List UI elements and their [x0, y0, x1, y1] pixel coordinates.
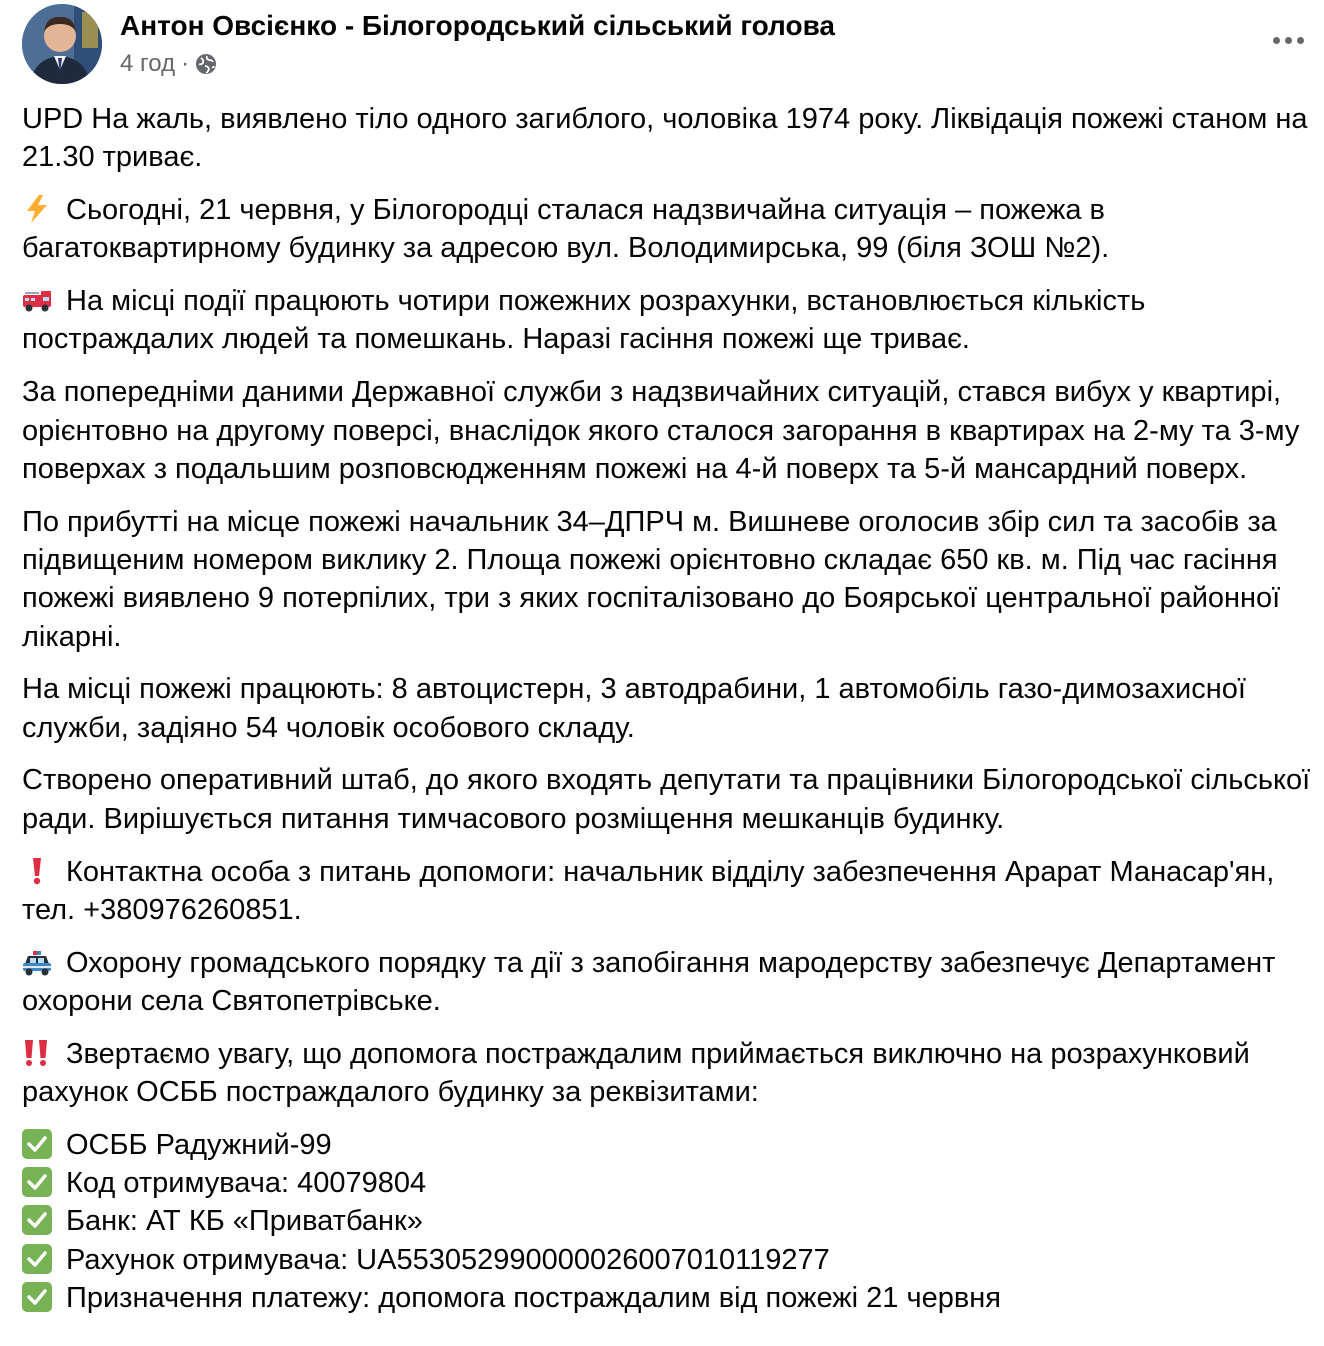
list-item: [22, 1126, 1316, 1164]
paragraph-text: Охорону громадського порядку та дії з запобігання мародерству забезпечує Департамент охорони села Святопетрівське.: [22, 946, 1276, 1017]
lightning-icon: [22, 194, 52, 224]
list-item-text: Код отримувача: 40079804: [66, 1167, 427, 1200]
more-dot: [1285, 37, 1292, 44]
post-paragraph: UPD На жаль, виявлено тіло одного загиблого, чоловіка 1974 року. Ліквідація пожежі станом на 21.30 триває.: [22, 103, 1308, 174]
post-paragraph: За попередніми даними Державної служби з надзвичайних ситуацій, стався вибух у квартирі, орієнтовно на другому поверсі, внаслідок якого сталося загорання в квартирах на 2-му та 3-му поверхах з подальшим розповсюдженням пожежі на 4-й поверх та 5-й мансардний поверх.: [22, 376, 1300, 485]
list-item: [22, 1279, 1316, 1317]
paragraph-text: Звертаємо увагу, що допомога постраждалим приймається виключно на розрахунковий рахунок ОСББ постраждалого будинку за реквізитами:: [22, 1037, 1250, 1109]
check-mark-icon: [22, 1167, 52, 1197]
meta-separator: ·: [181, 50, 190, 77]
post-paragraph: [22, 944, 1316, 1021]
avatar-image: [22, 4, 102, 84]
exclamation-icon: [22, 856, 52, 886]
post-paragraph: Створено оперативний штаб, до якого входять депутати та працівники Білогородської сільської ради. Вирішується питання тимчасового розміщення мешканців будинку.: [22, 764, 1311, 835]
list-item: [22, 1202, 1316, 1240]
post-paragraph: По прибутті на місце пожежі начальник 34–ДПРЧ м. Вишневе оголосив збір сил та засобів за підвищеним номером виклику 2. Площа пожежі орієнтовно складає 650 кв. м. Під час гасіння пожежі виявлено 9 потерпілих, три з яких госпіталізовано до Боярської центральної районної лікарні.: [22, 505, 1281, 653]
paragraph-text: На місці події працюють чотири пожежних розрахунки, встановлюється кількість постраждалих людей та помешкань. Наразі гасіння пожежі ще триває.: [22, 285, 1146, 356]
check-mark-icon: [22, 1129, 52, 1159]
list-item: [22, 1241, 1316, 1279]
check-mark-icon: [22, 1282, 52, 1312]
post-paragraph: [22, 853, 1316, 930]
post-paragraph: На місці пожежі працюють: 8 автоцистерн, 3 автодрабини, 1 автомобіль газо-димозахисної служби, задіяно 54 чоловік особового складу.: [22, 673, 1246, 744]
post-paragraph: [22, 282, 1316, 359]
fire-engine-icon: [22, 285, 52, 315]
police-car-icon: [22, 947, 52, 977]
requisites-list: [22, 1126, 1316, 1317]
check-mark-icon: [22, 1205, 52, 1235]
post-body: [22, 100, 1316, 1317]
double-exclamation-icon: [22, 1038, 52, 1068]
more-dot: [1297, 37, 1304, 44]
list-item-text: Рахунок отримувача: UA553052990000026007010119277: [66, 1243, 830, 1276]
globe-icon[interactable]: [195, 53, 217, 75]
post-meta: [120, 50, 217, 78]
check-mark-icon: [22, 1244, 52, 1274]
more-options-icon[interactable]: [1264, 20, 1312, 60]
avatar[interactable]: [22, 4, 102, 84]
post-paragraph: [22, 1035, 1316, 1112]
list-item-text: Призначення платежу: допомога постраждалим від пожежі 21 червня: [66, 1282, 1001, 1315]
list-item-text: Банк: АТ КБ «Приватбанк»: [66, 1205, 423, 1238]
post-paragraph: [22, 191, 1316, 268]
paragraph-text: Контактна особа з питань допомоги: начальник відділу забезпечення Арарат Манасар'ян, тел. +380976260851.: [22, 855, 1275, 926]
post-header: [22, 4, 1312, 84]
post-time[interactable]: 4 год: [120, 50, 176, 77]
more-dot: [1273, 37, 1280, 44]
list-item: [22, 1164, 1316, 1202]
author-name[interactable]: Антон Овсієнко - Білогородський сільський голова: [120, 10, 835, 41]
paragraph-text: Сьогодні, 21 червня, у Білогородці сталася надзвичайна ситуація – пожежа в багатоквартирному будинку за адресою вул. Володимирська, 99 (біля ЗОШ №2).: [22, 194, 1110, 265]
list-item-text: ОСББ Радужний-99: [66, 1128, 332, 1161]
